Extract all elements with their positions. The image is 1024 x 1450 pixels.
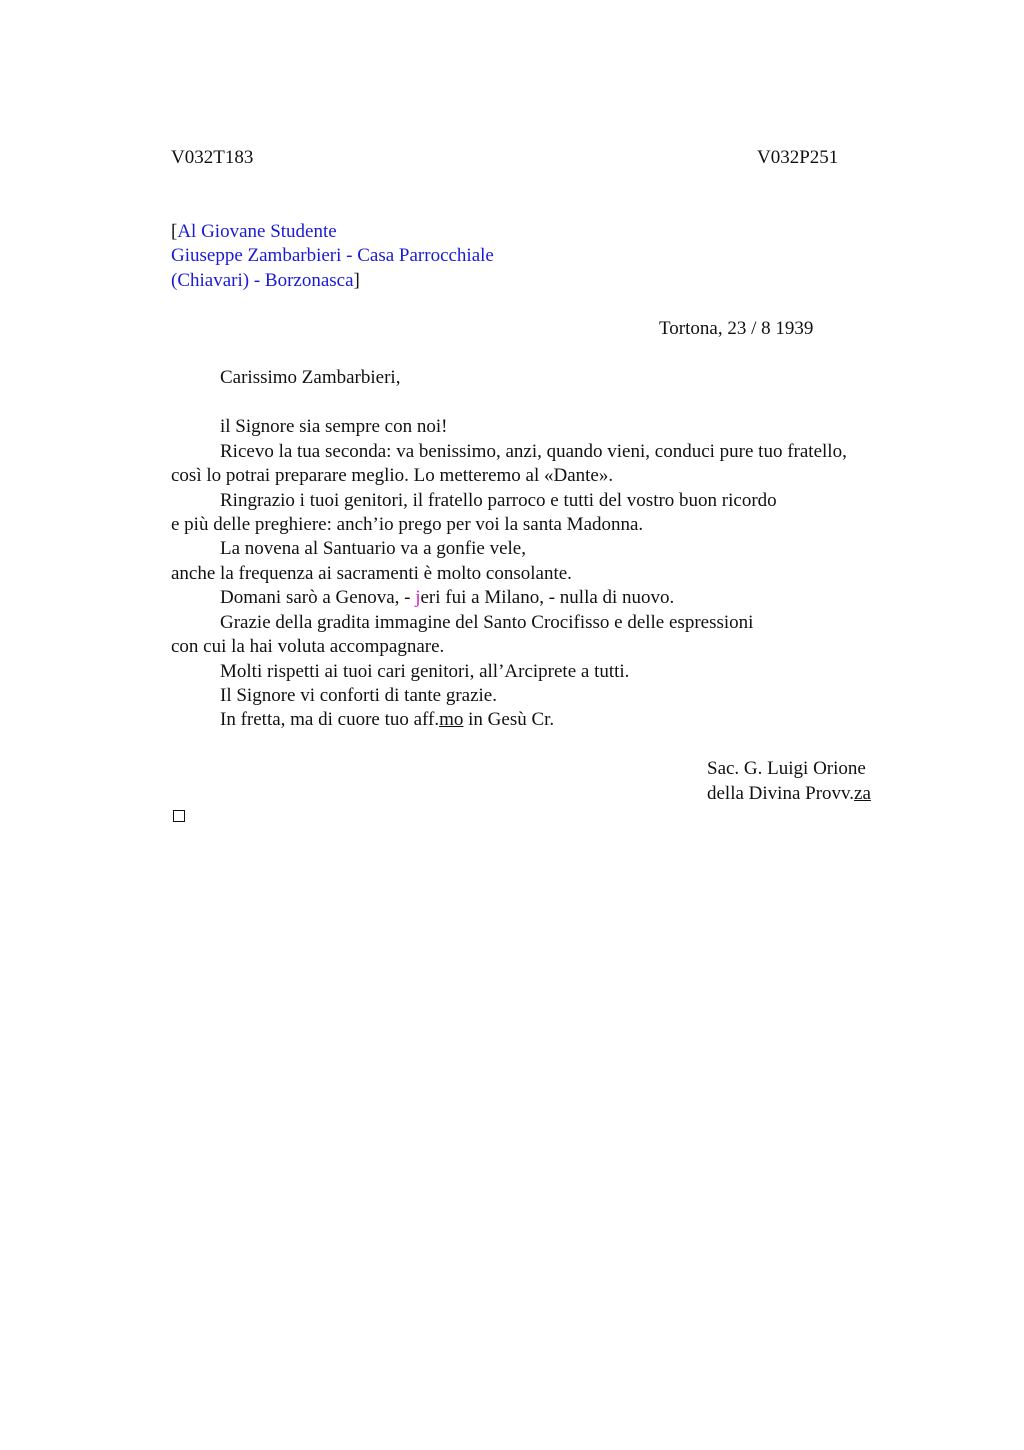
address-line-3 bbox=[171, 269, 360, 293]
body-line-2: Ricevo la tua seconda: va benissimo, anzi, quando vieni, conduci pure tuo fratello, bbox=[220, 441, 847, 462]
signature-line-2 bbox=[707, 782, 871, 806]
body-line-8-part-a: Domani sarò a Genova, - bbox=[220, 587, 416, 608]
body-line-12: Il Signore vi conforti di tante grazie. bbox=[220, 685, 497, 706]
body-line-8-part-b: eri fui a Milano, - nulla di nuovo. bbox=[420, 587, 675, 608]
salutation: Carissimo Zambarbieri, bbox=[220, 367, 401, 388]
signature-abbrev: za bbox=[854, 783, 871, 804]
document-code-left: V032T183 bbox=[171, 147, 254, 168]
body-line-9: Grazie della gradita immagine del Santo Crocifisso e delle espressioni bbox=[220, 612, 754, 633]
body-line-1: il Signore sia sempre con noi! bbox=[220, 416, 448, 437]
signature-line-1: Sac. G. Luigi Orione bbox=[707, 758, 866, 779]
body-line-8 bbox=[220, 586, 674, 610]
body-line-6: La novena al Santuario va a gonfie vele, bbox=[220, 538, 526, 559]
signature-part-a: della Divina Provv. bbox=[707, 783, 855, 804]
body-line-5: e più delle preghiere: anch’io prego per voi la santa Madonna. bbox=[171, 514, 644, 535]
closing-superscript-abbrev: mo bbox=[439, 709, 464, 730]
address-line-1 bbox=[171, 220, 337, 244]
body-line-7: anche la frequenza ai sacramenti è molto consolante. bbox=[171, 563, 572, 584]
body-line-4: Ringrazio i tuoi genitori, il fratello parroco e tutti del vostro buon ricordo bbox=[220, 490, 777, 511]
end-of-letter-box-icon bbox=[173, 810, 185, 822]
closing-part-a: In fretta, ma di cuore tuo aff. bbox=[220, 709, 440, 730]
highlighted-letter: j bbox=[415, 587, 421, 608]
document-code-right: V032P251 bbox=[757, 147, 839, 168]
address-location: (Chiavari) - Borzonasca bbox=[171, 270, 354, 291]
body-line-13 bbox=[220, 708, 554, 732]
body-line-3: così lo potrai preparare meglio. Lo metteremo al «Dante». bbox=[171, 465, 614, 486]
address-open-bracket: [ bbox=[171, 221, 178, 242]
address-recipient-title: Al Giovane Studente bbox=[177, 221, 337, 242]
body-line-11: Molti rispetti ai tuoi cari genitori, all’Arciprete a tutti. bbox=[220, 661, 630, 682]
dateline: Tortona, 23 / 8 1939 bbox=[659, 318, 814, 339]
closing-part-b: in Gesù Cr. bbox=[463, 709, 555, 730]
address-close-bracket: ] bbox=[353, 270, 360, 291]
address-line-2: Giuseppe Zambarbieri - Casa Parrocchiale bbox=[171, 245, 494, 266]
body-line-10: con cui la hai voluta accompagnare. bbox=[171, 636, 445, 657]
